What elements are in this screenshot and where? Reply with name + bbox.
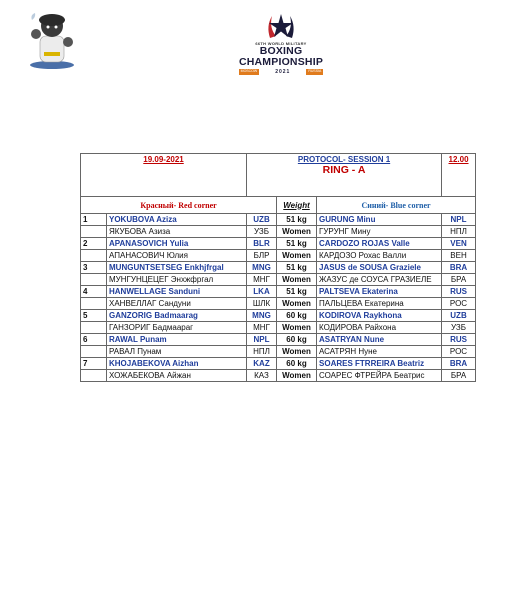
blue-boxer-name-cyrillic: АСАТРЯН Нуне: [317, 346, 442, 358]
bout-row-cyrillic: [81, 346, 476, 358]
blue-country-code-cyrillic: БРА: [442, 370, 476, 382]
blue-boxer-name: CARDOZO ROJAS Valle: [317, 238, 442, 250]
bout-number: 7: [81, 358, 107, 370]
blue-country-code-cyrillic: УЗБ: [442, 322, 476, 334]
red-country-code: UZB: [247, 214, 277, 226]
weight-class: 60 kg: [277, 358, 317, 370]
bout-number: 5: [81, 310, 107, 322]
red-country-code: LKA: [247, 286, 277, 298]
blue-country-code-cyrillic: НПЛ: [442, 226, 476, 238]
red-country-code: MNG: [247, 310, 277, 322]
bout-row-cyrillic: [81, 226, 476, 238]
session-date: 19.09-2021: [81, 154, 247, 197]
blue-boxer-name: KODIROVA Raykhona: [317, 310, 442, 322]
bout-row: [81, 238, 476, 250]
bout-category: Women: [277, 226, 317, 238]
blue-boxer-name: GURUNG Minu: [317, 214, 442, 226]
red-country-code-cyrillic: НПЛ: [247, 346, 277, 358]
blue-boxer-name: SOARES FTRREIRA Beatriz: [317, 358, 442, 370]
weight-class: 51 kg: [277, 238, 317, 250]
bout-category: Women: [277, 298, 317, 310]
red-boxer-name-cyrillic: МУНГУНЦЕЦЕГ Энхжфргал: [107, 274, 247, 286]
blue-country-code: RUS: [442, 286, 476, 298]
blue-boxer-name-cyrillic: ПАЛЬЦЕВА Екатерина: [317, 298, 442, 310]
red-boxer-name-cyrillic: ХОЖАБЕКОВА Айжан: [107, 370, 247, 382]
red-boxer-name-cyrillic: ЯКУБОВА Азиза: [107, 226, 247, 238]
red-boxer-name: YOKUBOVA Aziza: [107, 214, 247, 226]
blue-boxer-name-cyrillic: ЖАЗУС де СОУСА ГРАЗИЕЛЕ: [317, 274, 442, 286]
red-country-code: NPL: [247, 334, 277, 346]
bout-row: [81, 310, 476, 322]
blue-boxer-name-cyrillic: ГУРУНГ Мину: [317, 226, 442, 238]
weight-class: 60 kg: [277, 334, 317, 346]
bout-row-cyrillic: [81, 370, 476, 382]
blue-country-code: VEN: [442, 238, 476, 250]
red-country-code-cyrillic: МНГ: [247, 322, 277, 334]
bout-row: [81, 214, 476, 226]
ring-label: RING - A: [322, 164, 366, 176]
weight-class: 60 kg: [277, 310, 317, 322]
red-boxer-name-cyrillic: РАВАЛ Пунам: [107, 346, 247, 358]
session-title: PROTOCOL- SESSION 1: [297, 155, 391, 164]
weight-class: 51 kg: [277, 214, 317, 226]
blue-corner-label: Синий- Blue corner: [317, 197, 476, 214]
blue-boxer-name-cyrillic: СОАРЕС ФТРЕЙРА Беатрис: [317, 370, 442, 382]
blue-country-code-cyrillic: РОС: [442, 346, 476, 358]
blue-boxer-name: ASATRYAN Nune: [317, 334, 442, 346]
bout-number: 6: [81, 334, 107, 346]
bout-row: [81, 286, 476, 298]
corner-row: [81, 197, 476, 214]
blue-boxer-name: PALTSEVA Ekaterina: [317, 286, 442, 298]
bout-category: Women: [277, 250, 317, 262]
weight-label: Weight: [277, 197, 317, 214]
star-emblem-icon: [266, 12, 296, 40]
session-time: 12.00: [442, 154, 476, 197]
red-country-code-cyrillic: МНГ: [247, 274, 277, 286]
protocol-table: [80, 153, 476, 382]
blue-country-code-cyrillic: ВЕН: [442, 250, 476, 262]
bout-category: Women: [277, 370, 317, 382]
bout-category: Women: [277, 322, 317, 334]
weight-class: 51 kg: [277, 262, 317, 274]
bout-row-cyrillic: [81, 322, 476, 334]
blue-country-code: UZB: [442, 310, 476, 322]
red-country-code: MNG: [247, 262, 277, 274]
logo-subtitle: 66TH WORLD MILITARY: [255, 41, 307, 46]
red-country-code: BLR: [247, 238, 277, 250]
red-country-code-cyrillic: БЛР: [247, 250, 277, 262]
blue-country-code-cyrillic: РОС: [442, 298, 476, 310]
red-boxer-name: MUNGUNTSETSEG Enkhjfrgal: [107, 262, 247, 274]
bout-category: Women: [277, 274, 317, 286]
logo-boxing: BOXING: [259, 45, 303, 57]
weight-class: 51 kg: [277, 286, 317, 298]
bout-number: 4: [81, 286, 107, 298]
red-country-code-cyrillic: УЗБ: [247, 226, 277, 238]
red-country-code: KAZ: [247, 358, 277, 370]
red-boxer-name: RAWAL Punam: [107, 334, 247, 346]
red-boxer-name-cyrillic: ХАНВЕЛЛАГ Сандуни: [107, 298, 247, 310]
blue-country-code: NPL: [442, 214, 476, 226]
blue-country-code: BRA: [442, 262, 476, 274]
championship-logo: [226, 12, 336, 78]
session-title-cell: [247, 154, 442, 197]
red-boxer-name: KHOJABEKOVA Aizhan: [107, 358, 247, 370]
header-row: [81, 154, 476, 197]
bout-number: 3: [81, 262, 107, 274]
red-country-code-cyrillic: ШЛК: [247, 298, 277, 310]
bout-row: [81, 262, 476, 274]
red-boxer-name: GANZORIG Badmaarag: [107, 310, 247, 322]
red-boxer-name-cyrillic: ГАНЗОРИГ Бадмаараг: [107, 322, 247, 334]
red-boxer-name-cyrillic: АПАНАСОВИЧ Юлия: [107, 250, 247, 262]
red-boxer-name: APANASOVICH Yulia: [107, 238, 247, 250]
blue-country-code: BRA: [442, 358, 476, 370]
bout-number: 1: [81, 214, 107, 226]
bout-row: [81, 358, 476, 370]
logo-championship: CHAMPIONSHIP: [238, 56, 324, 68]
mascot-image: [26, 6, 78, 70]
blue-boxer-name-cyrillic: КОДИРОВА Райхона: [317, 322, 442, 334]
blue-boxer-name-cyrillic: КАРДОЗО Рохас Валли: [317, 250, 442, 262]
bout-row-cyrillic: [81, 298, 476, 310]
bout-row-cyrillic: [81, 274, 476, 286]
red-country-code-cyrillic: КАЗ: [247, 370, 277, 382]
bout-row-cyrillic: [81, 250, 476, 262]
bout-number: 2: [81, 238, 107, 250]
red-boxer-name: HANWELLAGE Sanduni: [107, 286, 247, 298]
logo-tag-city: MOSCOW: [240, 69, 258, 73]
logo-year: 2021: [275, 69, 291, 75]
blue-boxer-name: JASUS de SOUSA Graziele: [317, 262, 442, 274]
red-corner-label: Красный- Red corner: [81, 197, 277, 214]
bout-row: [81, 334, 476, 346]
bout-category: Women: [277, 346, 317, 358]
blue-country-code-cyrillic: БРА: [442, 274, 476, 286]
blue-country-code: RUS: [442, 334, 476, 346]
logo-tag-country: RUSSIA: [308, 69, 322, 73]
